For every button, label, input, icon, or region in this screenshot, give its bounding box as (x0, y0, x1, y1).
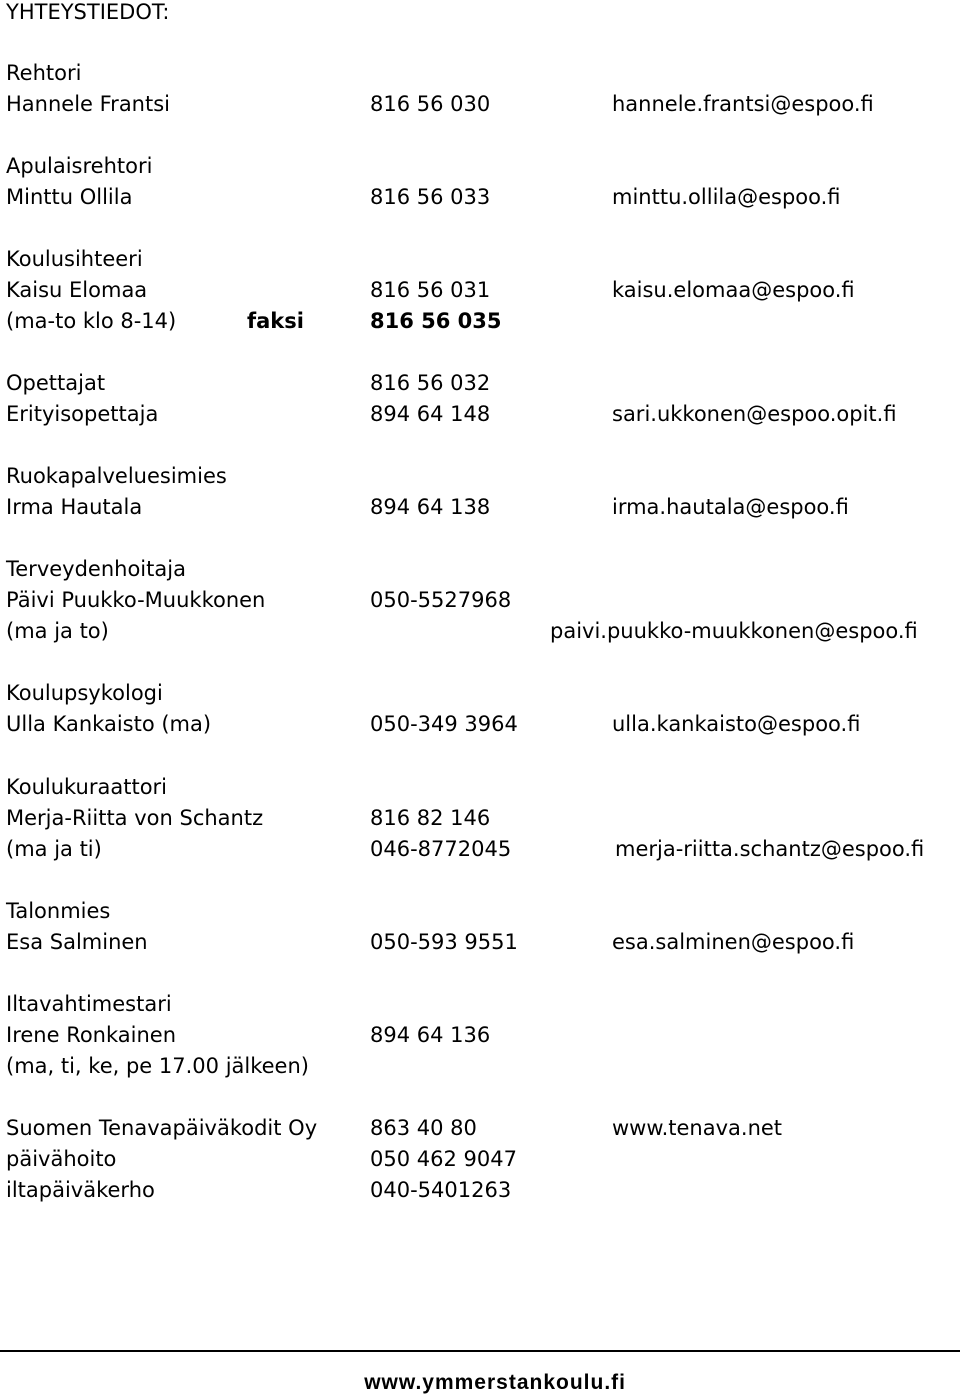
email-rehtori[interactable]: hannele.frantsi@espoo.fi (612, 92, 874, 116)
label-paivahoito: päivähoito (6, 1147, 117, 1171)
phone-apulaisrehtori: 816 56 033 (370, 185, 491, 209)
name-koulukuraattori: Merja-Riitta von Schantz (6, 806, 264, 830)
role-apulaisrehtori: Apulaisrehtori (6, 154, 153, 178)
phone-rehtori: 816 56 030 (370, 92, 491, 116)
name-koulupsykologi: Ulla Kankaisto (ma) (6, 712, 212, 736)
email-koulusihteeri[interactable]: kaisu.elomaa@espoo.fi (612, 278, 855, 302)
phone-iltapaivakerho: 040-5401263 (370, 1178, 512, 1202)
phone-koulusihteeri: 816 56 031 (370, 278, 491, 302)
days-iltavahtimestari: (ma, ti, ke, pe 17.00 jälkeen) (6, 1054, 309, 1078)
email-koulupsykologi[interactable]: ulla.kankaisto@espoo.fi (612, 712, 861, 736)
label-iltapaivakerho: iltapäiväkerho (6, 1178, 155, 1202)
email-talonmies[interactable]: esa.salminen@espoo.fi (612, 930, 855, 954)
role-koulupsykologi: Koulupsykologi (6, 681, 163, 705)
email-terveydenhoitaja[interactable]: paivi.puukko-muukkonen@espoo.fi (550, 619, 918, 643)
days-terveydenhoitaja: (ma ja to) (6, 619, 109, 643)
phone-koulupsykologi: 050-349 3964 (370, 712, 518, 736)
name-rehtori: Hannele Frantsi (6, 92, 171, 116)
role-koulusihteeri: Koulusihteeri (6, 247, 143, 271)
phone-tenava: 863 40 80 (370, 1116, 477, 1140)
email-koulukuraattori[interactable]: merja-riitta.schantz@espoo.fi (615, 837, 925, 861)
role-koulukuraattori: Koulukuraattori (6, 775, 168, 799)
email-ruokapalvelu[interactable]: irma.hautala@espoo.fi (612, 495, 849, 519)
name-tenava: Suomen Tenavapäiväkodit Oy (6, 1116, 318, 1140)
name-apulaisrehtori: Minttu Ollila (6, 185, 133, 209)
name-terveydenhoitaja: Päivi Puukko-Muukkonen (6, 588, 266, 612)
role-talonmies: Talonmies (6, 899, 111, 923)
role-rehtori: Rehtori (6, 61, 82, 85)
phone-talonmies: 050-593 9551 (370, 930, 518, 954)
phone-ruokapalvelu: 894 64 138 (370, 495, 491, 519)
phone-paivahoito: 050 462 9047 (370, 1147, 517, 1171)
phone-koulukuraattori: 816 82 146 (370, 806, 491, 830)
web-tenava[interactable]: www.tenava.net (612, 1116, 783, 1140)
days-koulukuraattori: (ma ja ti) (6, 837, 102, 861)
footer-divider (0, 1350, 960, 1352)
email-apulaisrehtori[interactable]: minttu.ollila@espoo.fi (612, 185, 841, 209)
role-iltavahtimestari: Iltavahtimestari (6, 992, 172, 1016)
page-heading: YHTEYSTIEDOT: (6, 0, 170, 24)
phone2-koulukuraattori: 046-8772045 (370, 837, 512, 861)
fax-label: faksi (247, 309, 304, 333)
role-ruokapalvelu: Ruokapalveluesimies (6, 464, 227, 488)
email-erityisopettaja[interactable]: sari.ukkonen@espoo.opit.fi (612, 402, 897, 426)
role-erityisopettaja: Erityisopettaja (6, 402, 159, 426)
role-opettajat: Opettajat (6, 371, 106, 395)
fax-number: 816 56 035 (370, 309, 502, 333)
phone-erityisopettaja: 894 64 148 (370, 402, 491, 426)
name-ruokapalvelu: Irma Hautala (6, 495, 143, 519)
name-koulusihteeri: Kaisu Elomaa (6, 278, 148, 302)
phone-iltavahtimestari: 894 64 136 (370, 1023, 491, 1047)
footer-url[interactable]: www.ymmerstankoulu.fi (364, 1371, 626, 1394)
name-talonmies: Esa Salminen (6, 930, 148, 954)
phone-terveydenhoitaja: 050-5527968 (370, 588, 512, 612)
name-iltavahtimestari: Irene Ronkainen (6, 1023, 177, 1047)
hours-koulusihteeri: (ma-to klo 8-14) (6, 309, 177, 333)
role-terveydenhoitaja: Terveydenhoitaja (6, 557, 186, 581)
phone-opettajat: 816 56 032 (370, 371, 491, 395)
